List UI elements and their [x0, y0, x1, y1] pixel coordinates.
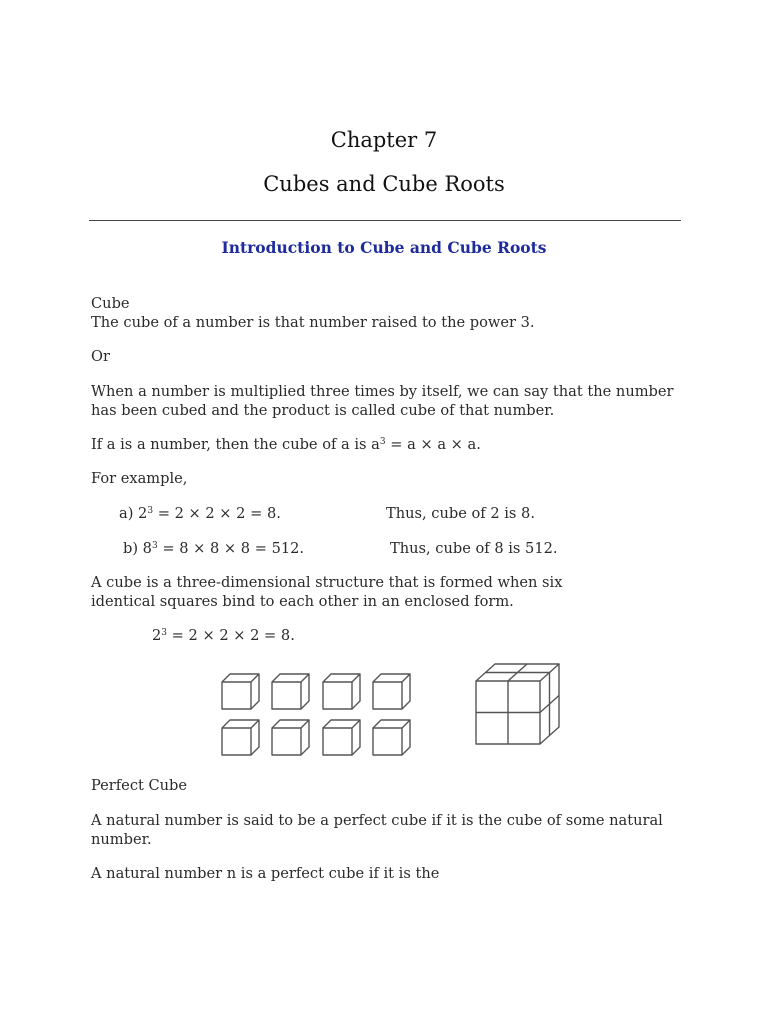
chapter-number: Chapter 7: [330, 128, 438, 152]
multiplied-line-1: When a number is multiplied three times by itself, we can say that the number: [91, 383, 674, 400]
large-cube-2x2x2: [476, 664, 559, 744]
structure-line-2: identical squares bind to each other in an enclosed form.: [91, 593, 514, 610]
small-cube: [222, 674, 259, 709]
small-cube: [222, 720, 259, 755]
small-cube: [272, 720, 309, 755]
small-cube: [323, 674, 360, 709]
example-a-equation: a) $2^3 = 2 \times 2 \times 2 = 8$.: [119, 505, 281, 522]
small-cube: [323, 720, 360, 755]
small-cube: [272, 674, 309, 709]
multiplied-line-2: has been cubed and the product is called cube of that number.: [91, 402, 555, 419]
section-heading: Introduction to Cube and Cube Roots: [221, 238, 547, 257]
example-a-result: Thus, cube of 2 is 8.: [386, 505, 535, 522]
small-cube: [373, 674, 410, 709]
perfect-cube-n: A natural number n is a perfect cube if it is the: [91, 865, 440, 882]
small-cube: [373, 720, 410, 755]
example-b-equation: b) $8^3 = 8 \times 8 \times 8 = 512$.: [123, 540, 305, 557]
cube-heading: Cube: [91, 295, 130, 312]
chapter-title: Cubes and Cube Roots: [263, 172, 505, 196]
example-b-result: Thus, cube of 8 is 512.: [390, 540, 558, 557]
or-text: Or: [91, 348, 110, 365]
cube-equation: $2^3 = 2 \times 2 \times 2 = 8$.: [152, 627, 295, 644]
perfect-cube-heading: Perfect Cube: [91, 777, 188, 794]
cube-definition: The cube of a number is that number raised to the power 3.: [91, 314, 535, 331]
structure-line-1: A cube is a three-dimensional structure that is formed when six: [91, 574, 563, 591]
perfect-cube-line-1: A natural number is said to be a perfect cube if it is the cube of some natural: [91, 812, 663, 829]
for-example: For example,: [91, 470, 188, 487]
cube-of-a-formula: If a is a number, then the cube of a is $a^3 = a \times a \times a$.: [91, 436, 481, 453]
small-cubes: [222, 674, 410, 755]
perfect-cube-line-2: number.: [91, 831, 152, 848]
